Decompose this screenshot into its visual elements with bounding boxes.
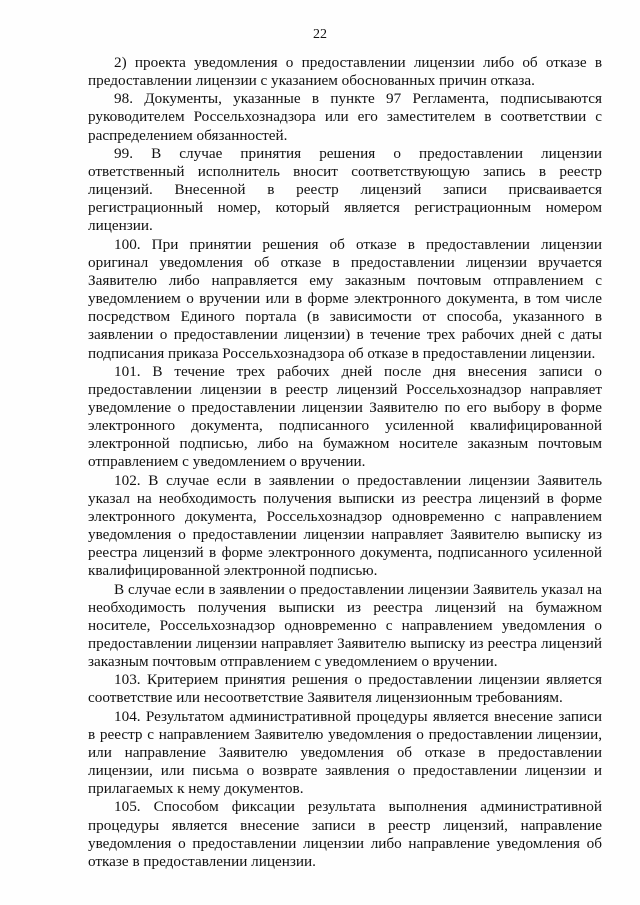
paragraph-101: 101. В течение трех рабочих дней после дня внесения записи о предоставлении лицензии в реестр лицензий Россельхознадзор направляет уведомление о предоставлении лицензии Заявителю по его выбору в форме электронного документа, подписанного усиленной квалифицированной электронной подписью, либо на бумажном носителе заказным почтовым отправлением с уведомлением о вручении. <box>88 362 602 471</box>
paragraph-105: 105. Способом фиксации результата выполнения административной процедуры является внесение записи в реестр лицензий, направление уведомления о предоставлении лицензии либо направление уведомления об отказе в предоставлении лицензии. <box>88 798 602 870</box>
paragraph-102: 102. В случае если в заявлении о предоставлении лицензии Заявитель указал на необходимость получения выписки из реестра лицензий в форме электронного документа, Россельхознадзор одновременно с направлением уведомления о предоставлении лицензии направляет Заявителю выписку из реестра лицензий в форме электронного документа, подписанного усиленной квалифицированной электронной подписью. <box>88 471 602 580</box>
document-body <box>88 54 602 871</box>
paragraph-item-2: 2) проекта уведомления о предоставлении лицензии либо об отказе в предоставлении лицензии с указанием обоснованных причин отказа. <box>88 54 602 90</box>
paragraph-102-continued: В случае если в заявлении о предоставлении лицензии Заявитель указал на необходимость получения выписки из реестра лицензий на бумажном носителе, Россельхознадзор одновременно с направлением уведомления о предоставлении лицензии направляет Заявителю выписку из реестра лицензий заказным почтовым отправлением с уведомлением о вручении. <box>88 580 602 671</box>
paragraph-99: 99. В случае принятия решения о предоставлении лицензии ответственный исполнитель вносит соответствующую запись в реестр лицензий. Внесенной в реестр лицензий записи присваивается регистрационный номер, который является регистрационным номером лицензии. <box>88 144 602 235</box>
paragraph-98: 98. Документы, указанные в пункте 97 Регламента, подписываются руководителем Россельхознадзора или его заместителем в соответствии с распределением обязанностей. <box>88 90 602 144</box>
paragraph-100: 100. При принятии решения об отказе в предоставлении лицензии оригинал уведомления об отказе в предоставлении лицензии вручается Заявителю либо направляется ему заказным почтовым отправлением с уведомлением о вручении или в форме электронного документа, в том числе посредством Единого портала (в зависимости от способа, указанного в заявлении о предоставлении лицензии) в течение трех рабочих дней с даты подписания приказа Россельхознадзора об отказе в предоставлении лицензии. <box>88 235 602 362</box>
paragraph-104: 104. Результатом административной процедуры является внесение записи в реестр с направлением Заявителю уведомления о предоставлении лицензии, или направление Заявителю уведомления об отказе в предоставлении лицензии, или письма о возврате заявления о предоставлении лицензии и прилагаемых к нему документов. <box>88 707 602 798</box>
page-number: 22 <box>313 27 327 42</box>
paragraph-103: 103. Критерием принятия решения о предоставлении лицензии является соответствие или несоответствие Заявителя лицензионным требованиям. <box>88 671 602 707</box>
